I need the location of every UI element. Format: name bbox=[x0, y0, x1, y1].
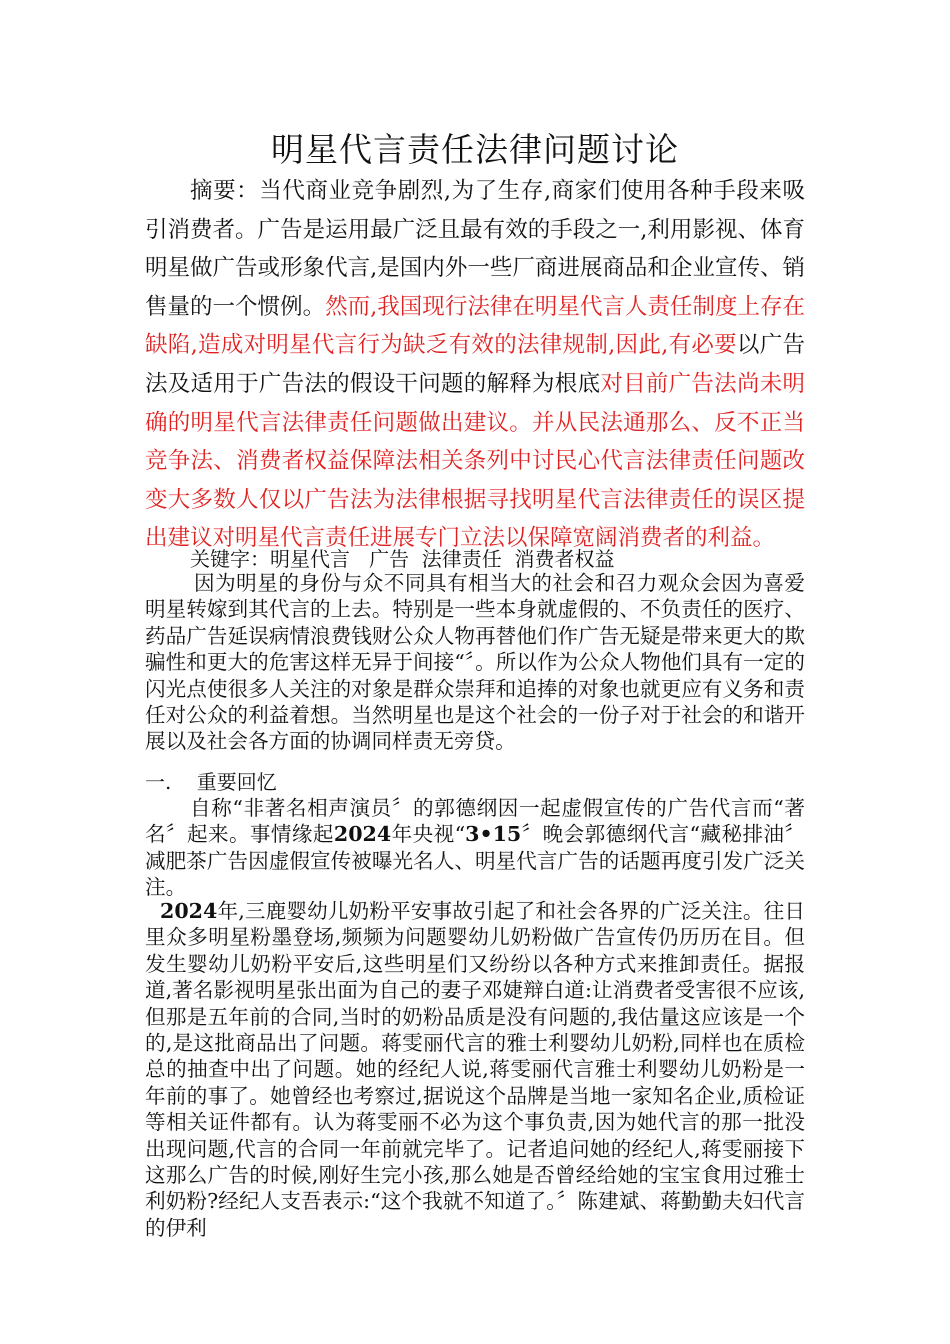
paragraph-text: 年,三鹿婴幼儿奶粉平安事故引起了和社会各界的广泛关注。往日里众多明星粉墨登场,频频为问题婴幼儿奶粉做广告宣传仍历历在目。但发生婴幼儿奶粉平安后,这些明星们又纷纷以各种方式来推卸责任。据报道,著名影视明星张出面为自己的妻子邓婕辩白道:让消费者受害很不应该,但那是五年前的合同,当时的奶粉品质是没有问题的,我估量这应该是一个的,是这批商品出了问题。蒋雯丽代言的雅士利婴幼儿奶粉,同样也在质检总的抽查中出了问题。她的经纪人说,蒋雯丽代言雅士利婴幼儿奶粉是一年前的事了。她曾经也考察过,据说这个品牌是当地一家知名企业,质检证等相关证件都有。认为蒋雯丽不必为这个事负责,因为她代言的那一批没出现问题,代言的合同一年前就完毕了。记者追问她的经纪人,蒋雯丽接下这那么广告的时候,刚好生完小孩,那么她是否曾经给她的宝宝食用过雅士利奶粉?经纪人支吾表示:“这个我就不知道了。〞陈建斌、蒋勤勤夫妇代言的伊利 bbox=[145, 899, 805, 1240]
paragraph-text: 自称“非著名相声演员〞的郭德纲因一起虚假宣传的广告代言而“著名〞起来。事情缘起 bbox=[145, 796, 805, 847]
section-heading: 一. 重要回忆 bbox=[145, 770, 277, 794]
year-text: 2024 bbox=[160, 899, 218, 923]
body-paragraph bbox=[145, 795, 805, 901]
intro-paragraph: 因为明星的身份与众不同具有相当大的社会和召力观众会因为喜爱明星转嫁到其代言的上去。特别是一些本身就虚假的、不负责任的医疗、药品广告延误病情浪费钱财公众人物再替他们作广告无疑是带来更大的欺骗性和更大的危害这样无异于间接“〞。所以作为公众人物他们具有一定的闪光点使很多人关注的对象是群众崇拜和追捧的对象也就更应有义务和责任对公众的利益着想。当然明星也是这个社会的一份子对于社会的和谐开展以及社会各方面的协调同样责无旁贷。 bbox=[145, 571, 805, 754]
abstract-paragraph bbox=[145, 172, 805, 558]
abstract-text: 摘要：当代商业竞争剧烈,为了生存,商家们使用各种手段来吸引消费者。广告是运用最广泛且最有效的手段之一,利用影视、体育明星做广告或形象代言,是国内外一些厂商进展商品和企业宣传、销售量的一个惯例。 bbox=[145, 178, 805, 320]
paragraph-text: 〞晚会郭德纲代言“藏秘排油〞减肥茶广告因虚假宣传被曝光名人、明星代言广告的话题再度引发广泛关注。 bbox=[145, 822, 806, 900]
year-text: 2024 bbox=[333, 822, 392, 847]
keywords-line: 关键字：明星代言 广告 法律责任 消费者权益 bbox=[190, 547, 615, 571]
date-text: 3•15 bbox=[465, 822, 522, 847]
abstract-highlight-text: 对目前广告法尚未明确的明星代言法律责任问题做出建议。并从民法通那么、反不正当竞争法、消费者权益保障法相关条列中讨民心代言法律责任问题改变大多数人仅以广告法为法律根据寻找明星代言法律责任的误区提出建议对明星代言责任进展专门立法以保障宽阔消费者的利益。 bbox=[145, 370, 805, 552]
body-paragraph bbox=[145, 898, 805, 1241]
paragraph-text: 年央视“ bbox=[391, 822, 466, 847]
document-title: 明星代言责任法律问题讨论 bbox=[271, 130, 679, 169]
abstract-highlight-text: 然而,我国现行法律在明星代言人责任制度上存在缺陷,造成对明星代言行为缺乏有效的法律规制,因此,有必要 bbox=[145, 293, 805, 359]
abstract-text: 以广告法及适用于广告法的假设干问题的解释为根底 bbox=[145, 332, 805, 397]
